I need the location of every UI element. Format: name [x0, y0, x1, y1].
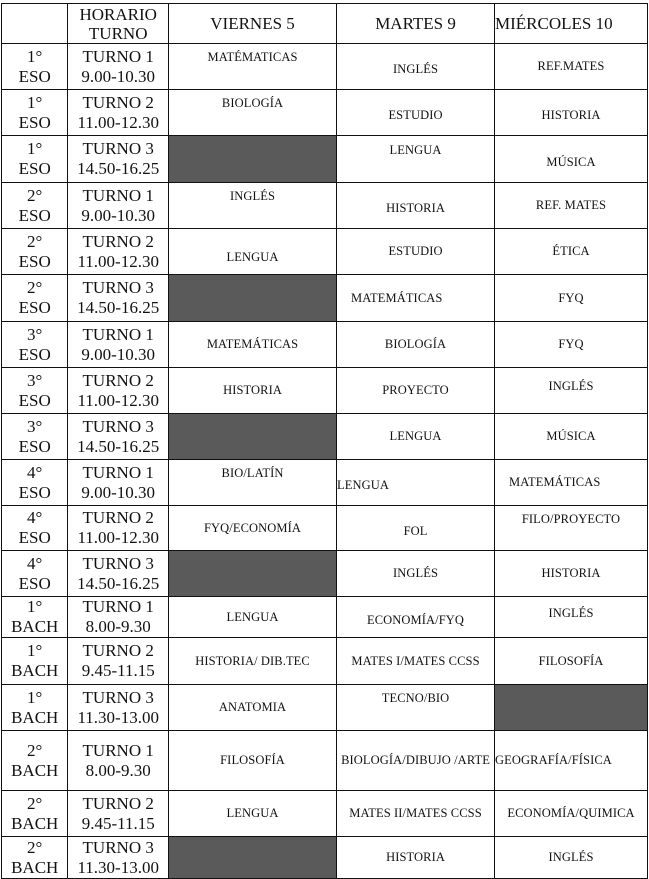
subject-label: FYQ/ECONOMÍA: [204, 520, 302, 535]
subject-cell-miercoles: [495, 322, 648, 368]
subject-label: FILOSOFÍA: [220, 753, 285, 767]
course-level: ESO: [18, 390, 51, 410]
course-number: 1°: [27, 597, 43, 616]
subject-cell-martes: [337, 597, 495, 638]
course-level: ESO: [18, 482, 51, 502]
schedule-row: [2, 685, 648, 731]
subject-label: LENGUA: [389, 429, 442, 443]
turno-cell: [68, 368, 169, 414]
turno-label: TURNO 3: [82, 416, 154, 436]
subject-label: GEOGRAFÍA/FÍSICA: [495, 753, 612, 767]
course-level: ESO: [18, 251, 51, 271]
turno-time: 11.00-12.30: [77, 112, 159, 132]
subject-label: LENGUA: [226, 250, 279, 264]
turno-label: TURNO 2: [82, 641, 154, 660]
course-level: ESO: [18, 436, 51, 456]
subject-label: BIO/LATÍN: [221, 466, 284, 480]
horario-label: HORARIO: [79, 4, 157, 24]
turno-label: TURNO 1: [82, 597, 154, 616]
turno-label: TURNO 2: [82, 231, 154, 251]
subject-label: LENGUA: [389, 142, 442, 157]
subject-label: BIOLOGÍA/DIBUJO /ARTE: [341, 753, 490, 767]
course-level: BACH: [11, 760, 59, 780]
schedule-row: [2, 183, 648, 229]
turno-label: TURNO 3: [82, 553, 154, 573]
subject-label: MATÉMATICAS: [207, 50, 298, 64]
course-number: 3°: [27, 370, 43, 390]
subject-cell-viernes: [169, 460, 337, 506]
turno-cell: [68, 90, 169, 136]
course-number: 2°: [27, 278, 43, 297]
course-number: 2°: [27, 837, 43, 857]
subject-label: HISTORIA/ DIB.TEC: [195, 653, 310, 668]
subject-label: REF. MATES: [535, 198, 607, 212]
subject-cell-martes: [337, 275, 495, 322]
subject-label: INGLÉS: [548, 379, 594, 393]
turno-time: 11.30-13.00: [77, 857, 159, 877]
course-cell: [2, 685, 68, 731]
turno-time: 8.00-9.30: [85, 617, 151, 636]
subject-cell-miercoles: [495, 368, 648, 414]
subject-cell-miercoles: [495, 791, 648, 837]
course-cell: [2, 551, 68, 597]
turno-label: TURNO 1: [82, 740, 154, 760]
subject-label: MÚSICA: [546, 154, 596, 169]
subject-label: FILOSOFÍA: [538, 653, 604, 668]
subject-label: INGLÉS: [548, 605, 594, 620]
subject-cell-miercoles: [495, 460, 648, 506]
turno-cell: [68, 136, 169, 183]
subject-cell-miercoles: [495, 136, 648, 183]
turno-time: 9.00-10.30: [81, 344, 156, 364]
subject-label: ECONOMÍA/QUIMICA: [507, 806, 635, 820]
subject-cell-martes: [337, 44, 495, 90]
subject-cell-martes: [337, 791, 495, 837]
course-number: 4°: [27, 508, 43, 527]
course-number: 2°: [27, 231, 43, 251]
course-cell: [2, 229, 68, 275]
turno-label: TURNO: [88, 23, 148, 43]
course-number: 2°: [27, 185, 43, 205]
course-cell: [2, 506, 68, 551]
schedule-row: [2, 322, 648, 368]
turno-time: 11.00-12.30: [77, 251, 159, 271]
subject-cell-viernes: [169, 183, 337, 229]
subject-cell-martes: [337, 414, 495, 460]
course-cell: [2, 44, 68, 90]
subject-cell-martes: [337, 685, 495, 731]
schedule-row: [2, 368, 648, 414]
turno-label: TURNO 1: [82, 324, 154, 344]
course-cell: [2, 368, 68, 414]
course-cell: [2, 837, 68, 879]
course-number: 4°: [27, 462, 43, 482]
turno-time: 9.00-10.30: [81, 205, 156, 225]
schedule-row: [2, 597, 648, 638]
schedule-row: [2, 506, 648, 551]
day-header-miercoles: MIÉRCOLES 10: [495, 4, 648, 44]
turno-label: TURNO 3: [82, 837, 154, 857]
subject-cell-martes: [337, 506, 495, 551]
turno-label: TURNO 3: [82, 687, 154, 707]
turno-time: 8.00-9.30: [85, 760, 151, 780]
turno-time: 11.30-13.00: [77, 707, 159, 727]
schedule-row: [2, 837, 648, 879]
turno-label: TURNO 1: [82, 462, 154, 482]
turno-label: TURNO 1: [82, 185, 154, 205]
course-number: 3°: [27, 416, 43, 436]
schedule-row: [2, 551, 648, 597]
subject-cell-martes: [337, 368, 495, 414]
turno-time: 9.00-10.30: [81, 66, 156, 86]
subject-cell-miercoles: [495, 414, 648, 460]
turno-cell: [68, 44, 169, 90]
turno-cell: [68, 322, 169, 368]
subject-cell-martes: [337, 551, 495, 597]
subject-label: MATES II/MATES CCSS: [349, 806, 482, 820]
subject-cell-martes: [337, 136, 495, 183]
subject-cell-miercoles: [495, 638, 648, 685]
turno-cell: [68, 275, 169, 322]
course-level: BACH: [11, 707, 59, 727]
turno-cell: [68, 183, 169, 229]
course-number: 1°: [27, 687, 43, 707]
subject-cell-martes: [337, 837, 495, 879]
course-cell: [2, 275, 68, 322]
course-cell: [2, 638, 68, 685]
turno-cell: [68, 506, 169, 551]
subject-cell-miercoles: [495, 90, 648, 136]
schedule-row: [2, 275, 648, 322]
subject-label: INGLÉS: [548, 850, 594, 864]
subject-label: LENGUA: [226, 806, 279, 820]
subject-label: ESTUDIO: [388, 108, 443, 122]
subject-cell-viernes: [169, 44, 337, 90]
turno-time: 11.00-12.30: [77, 528, 159, 547]
subject-label: MATES I/MATES CCSS: [351, 653, 480, 668]
subject-label: ECONOMÍA/FYQ: [367, 612, 465, 627]
subject-label: ÉTICA: [552, 244, 590, 258]
subject-cell-martes: [337, 90, 495, 136]
turno-cell: [68, 551, 169, 597]
course-level: ESO: [18, 298, 51, 317]
turno-cell: [68, 638, 169, 685]
turno-label: TURNO 3: [82, 139, 154, 158]
turno-cell: [68, 597, 169, 638]
subject-label: ESTUDIO: [388, 244, 443, 258]
turno-label: TURNO 2: [82, 370, 154, 390]
course-number: 1°: [27, 641, 43, 660]
course-level: BACH: [11, 857, 59, 877]
subject-cell-viernes: [169, 229, 337, 275]
course-number: 1°: [27, 92, 43, 112]
subject-cell-martes: [337, 460, 495, 506]
subject-label: INGLÉS: [230, 189, 276, 203]
subject-label: HISTORIA: [541, 566, 601, 580]
subject-label: HISTORIA: [386, 201, 445, 215]
course-level: ESO: [18, 573, 51, 593]
turno-label: TURNO 2: [82, 793, 154, 813]
subject-cell-viernes: [169, 597, 337, 638]
subject-cell-viernes: [169, 638, 337, 685]
turno-cell: [68, 414, 169, 460]
subject-label: LENGUA: [226, 609, 279, 624]
course-level: ESO: [18, 205, 51, 225]
turno-cell: [68, 685, 169, 731]
subject-label: REF.MATES: [537, 59, 605, 73]
course-cell: [2, 90, 68, 136]
subject-label: MATEMÁTICAS: [351, 290, 443, 305]
subject-cell-viernes: [169, 90, 337, 136]
day-header-viernes: VIERNES 5: [169, 4, 337, 44]
blocked-cell-viernes: [169, 837, 337, 879]
blocked-cell-viernes: [169, 136, 337, 183]
subject-label: FYQ: [558, 290, 584, 305]
course-cell: [2, 731, 68, 791]
course-level: BACH: [11, 661, 59, 680]
schedule-row: [2, 638, 648, 685]
subject-label: FOL: [403, 523, 428, 538]
subject-label: HISTORIA: [541, 108, 601, 122]
turno-cell: [68, 460, 169, 506]
course-cell: [2, 322, 68, 368]
course-level: BACH: [11, 617, 59, 636]
subject-label: BIOLOGÍA: [221, 96, 284, 110]
subject-cell-viernes: [169, 685, 337, 731]
turno-cell: [68, 791, 169, 837]
subject-label: MATEMÁTICAS: [206, 337, 299, 351]
turno-time: 14.50-16.25: [77, 298, 160, 317]
subject-cell-martes: [337, 322, 495, 368]
subject-label: MATEMÁTICAS: [509, 475, 601, 489]
course-number: 4°: [27, 553, 43, 573]
turno-time: 11.00-12.30: [77, 390, 159, 410]
subject-cell-miercoles: [495, 183, 648, 229]
subject-cell-viernes: [169, 506, 337, 551]
schedule-row: [2, 90, 648, 136]
schedule-row: [2, 229, 648, 275]
subject-cell-martes: [337, 638, 495, 685]
subject-label: TECNO/BIO: [381, 691, 450, 705]
course-cell: [2, 460, 68, 506]
turno-label: TURNO 2: [82, 92, 154, 112]
course-number: 2°: [27, 740, 43, 760]
horario-turno-header: [68, 4, 169, 44]
subject-label: FYQ: [558, 337, 584, 351]
course-level: BACH: [11, 813, 59, 833]
blocked-cell-viernes: [169, 414, 337, 460]
turno-time: 9.45-11.15: [81, 813, 155, 833]
turno-time: 14.50-16.25: [77, 436, 160, 456]
turno-time: 14.50-16.25: [77, 573, 160, 593]
schedule-row: [2, 731, 648, 791]
turno-label: TURNO 2: [82, 508, 154, 527]
course-number: 3°: [27, 324, 43, 344]
subject-label: HISTORIA: [223, 383, 282, 397]
turno-cell: [68, 731, 169, 791]
course-level: ESO: [18, 66, 51, 86]
subject-label: MÚSICA: [546, 429, 596, 443]
subject-label: INGLÉS: [393, 62, 439, 76]
course-level: ESO: [18, 112, 51, 132]
course-level: ESO: [18, 159, 51, 178]
turno-cell: [68, 837, 169, 879]
subject-cell-viernes: [169, 731, 337, 791]
subject-cell-miercoles: [495, 731, 648, 791]
blocked-cell-miercoles: [495, 685, 648, 731]
subject-label: LENGUA: [337, 478, 390, 492]
turno-label: TURNO 1: [82, 46, 154, 66]
turno-label: TURNO 3: [82, 278, 154, 297]
schedule-row: [2, 460, 648, 506]
subject-cell-miercoles: [495, 229, 648, 275]
course-level: ESO: [18, 344, 51, 364]
subject-cell-miercoles: [495, 275, 648, 322]
course-cell: [2, 136, 68, 183]
schedule-table: [1, 3, 648, 879]
corner-cell: [2, 4, 68, 44]
subject-label: INGLÉS: [393, 566, 439, 580]
schedule-row: [2, 791, 648, 837]
turno-time: 14.50-16.25: [77, 159, 160, 178]
subject-cell-miercoles: [495, 837, 648, 879]
subject-label: HISTORIA: [386, 850, 445, 864]
subject-label: FILO/PROYECTO: [521, 511, 621, 526]
course-cell: [2, 791, 68, 837]
course-number: 2°: [27, 793, 43, 813]
course-cell: [2, 597, 68, 638]
turno-cell: [68, 229, 169, 275]
subject-cell-martes: [337, 731, 495, 791]
schedule-row: [2, 414, 648, 460]
subject-cell-miercoles: [495, 506, 648, 551]
course-number: 1°: [27, 139, 43, 158]
subject-cell-viernes: [169, 368, 337, 414]
subject-label: PROYECTO: [382, 383, 449, 397]
turno-time: 9.45-11.15: [81, 661, 155, 680]
subject-cell-miercoles: [495, 551, 648, 597]
subject-cell-miercoles: [495, 597, 648, 638]
subject-cell-viernes: [169, 791, 337, 837]
schedule-row: [2, 136, 648, 183]
subject-label: BIOLOGÍA: [384, 337, 447, 351]
blocked-cell-viernes: [169, 275, 337, 322]
subject-cell-miercoles: [495, 44, 648, 90]
blocked-cell-viernes: [169, 551, 337, 597]
header-row: [2, 4, 648, 44]
course-number: 1°: [27, 46, 43, 66]
turno-time: 9.00-10.30: [81, 482, 156, 502]
course-cell: [2, 414, 68, 460]
course-cell: [2, 183, 68, 229]
subject-cell-martes: [337, 183, 495, 229]
subject-cell-martes: [337, 229, 495, 275]
subject-label: ANATOMIA: [218, 700, 287, 714]
course-level: ESO: [18, 528, 51, 547]
schedule-row: [2, 44, 648, 90]
day-header-martes: MARTES 9: [337, 4, 495, 44]
subject-cell-viernes: [169, 322, 337, 368]
